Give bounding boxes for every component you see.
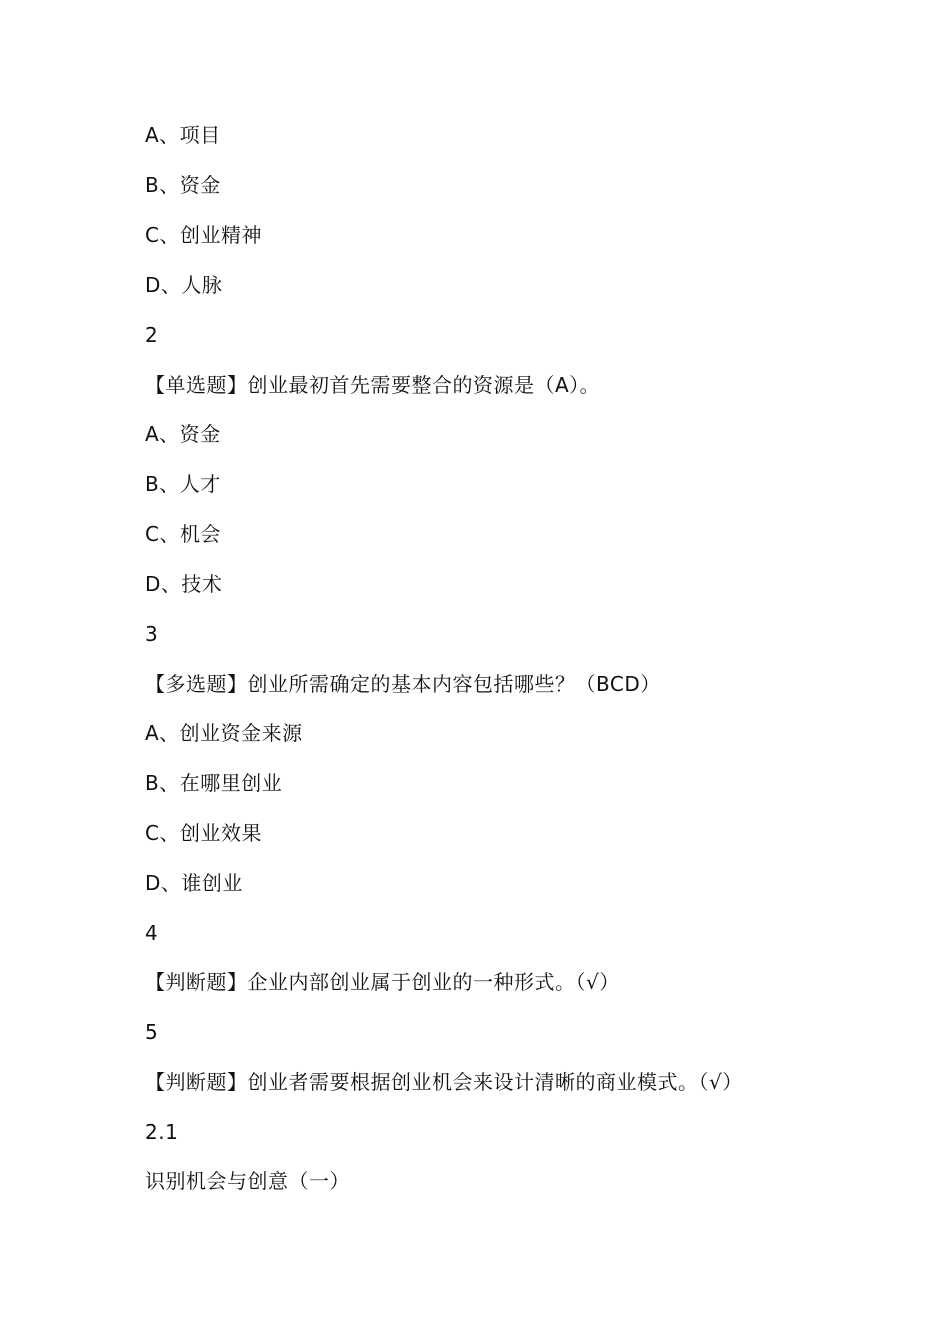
- q3-option-b: B、在哪里创业: [145, 771, 283, 795]
- option-a-project: A、项目: [145, 123, 221, 147]
- option-c-spirit: C、创业精神: [145, 223, 262, 247]
- option-b-funds: B、资金: [145, 173, 221, 197]
- q2-option-a: A、资金: [145, 422, 221, 446]
- q3-option-c: C、创业效果: [145, 821, 262, 845]
- question-5-text: 【判断题】创业者需要根据创业机会来设计清晰的商业模式。（√）: [145, 1070, 743, 1094]
- question-number-4: 4: [145, 921, 159, 945]
- section-number: 2.1: [145, 1120, 179, 1144]
- section-title: 识别机会与创意（一）: [145, 1169, 350, 1193]
- question-number-5: 5: [145, 1020, 159, 1044]
- q3-option-a: A、创业资金来源: [145, 721, 303, 745]
- question-2-text: 【单选题】创业最初首先需要整合的资源是（A）。: [145, 373, 601, 397]
- question-number-3: 3: [145, 622, 159, 646]
- q3-option-d: D、谁创业: [145, 871, 243, 895]
- question-number-2: 2: [145, 323, 159, 347]
- q2-option-d: D、技术: [145, 572, 223, 596]
- q2-option-c: C、机会: [145, 522, 221, 546]
- q2-option-b: B、人才: [145, 472, 221, 496]
- question-3-text: 【多选题】创业所需确定的基本内容包括哪些？（BCD）: [145, 672, 661, 696]
- question-4-text: 【判断题】企业内部创业属于创业的一种形式。（√）: [145, 970, 620, 994]
- option-d-network: D、人脉: [145, 273, 223, 297]
